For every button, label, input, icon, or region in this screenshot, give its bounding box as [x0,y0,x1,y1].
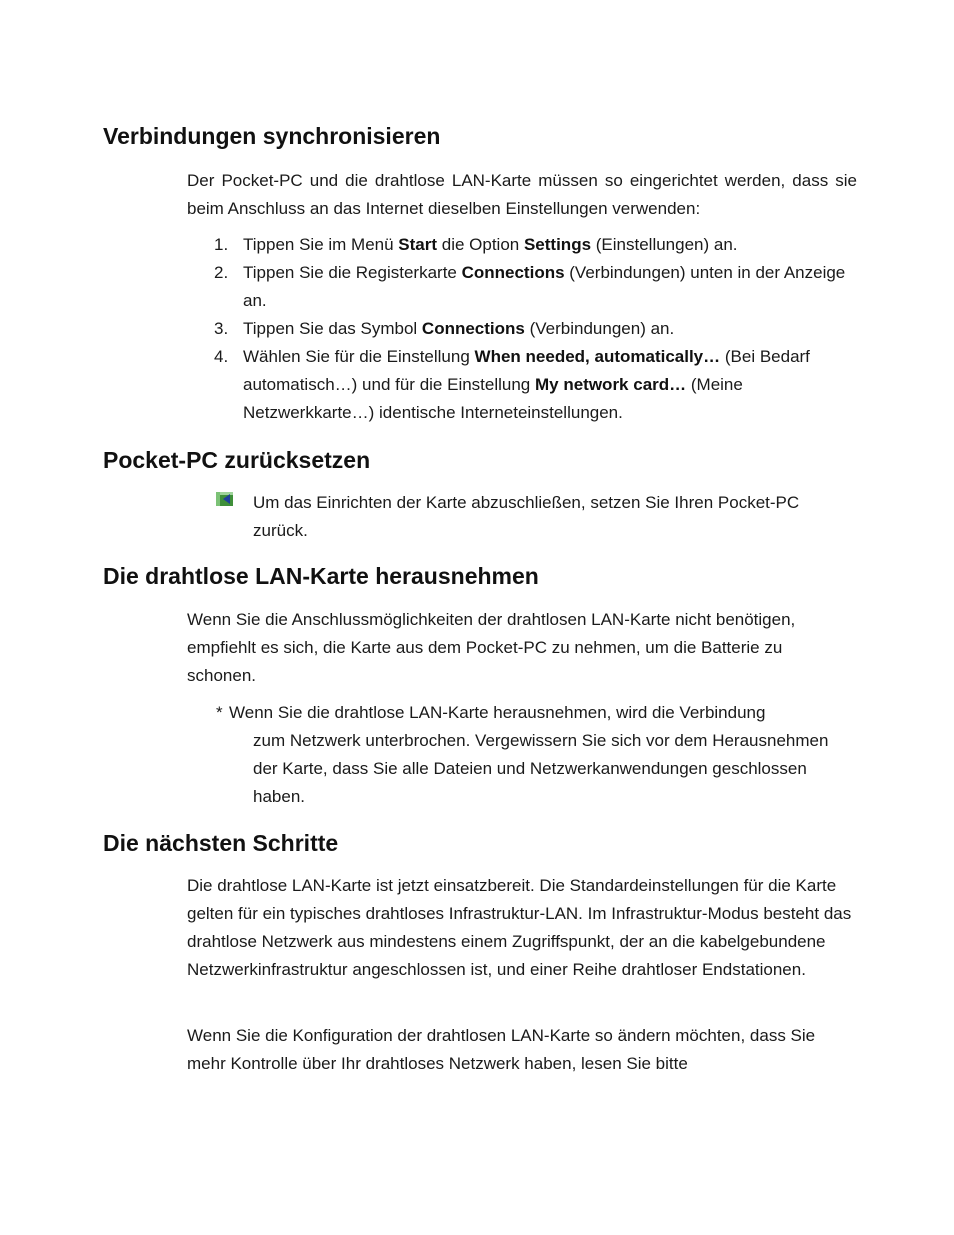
step-item: 1. Tippen Sie im Menü Start die Option Settings (Einstellungen) an. [187,231,857,259]
section-title-naechste-schritte: Die nächsten Schritte [103,830,339,856]
bullet-text: Um das Einrichten der Karte abzuschließen, setzen Sie Ihren Pocket-PC zurück. [253,493,800,540]
ui-term-settings: Settings [523,235,592,254]
step-number: 2. [214,263,229,282]
note-continuation: zum Netzwerk unterbrochen. Vergewissern Sie sich vor dem Herausnehmen der Karte, dass Sie alle Dateien und Netzwerkanwendungen geschlossen haben. [253,731,829,806]
step-item: 2. Tippen Sie die Registerkarte Connections (Verbindungen) unten in der Anzeige an. [187,259,857,315]
note-marker: * [216,703,223,722]
green-square-bullet-icon [216,492,233,506]
ui-term-connections: Connections [421,319,525,338]
step-item: 4. Wählen Sie für die Einstellung When needed, automatically… (Bei Bedarf automatisch…) und für die Einstellung My network card… (Meine Netzwerkkarte…) identische Interneteinstellungen. [187,343,857,427]
ui-term-when-needed: When needed, automatically… [474,347,721,366]
step-number: 1. [214,235,229,254]
step-number: 3. [214,319,229,338]
note-first-line: Wenn Sie die drahtlose LAN-Karte herausnehmen, wird die Verbindung [229,703,766,722]
ui-term-connections: Connections [461,263,565,282]
steps-list [187,231,857,427]
section-intro-herausnehmen: Wenn Sie die Anschlussmöglichkeiten der drahtlosen LAN-Karte nicht benötigen, empfiehlt es sich, die Karte aus dem Pocket-PC zu nehmen, um die Batterie zu schonen. [187,610,796,685]
step-number: 4. [214,347,229,366]
paragraph-naechste-schritte-2: Wenn Sie die Konfiguration der drahtlosen LAN-Karte so ändern möchten, dass Sie mehr Kontrolle über Ihr drahtloses Netzwerk haben, lesen Sie bitte [187,1026,816,1073]
section-title-verbindungen: Verbindungen synchronisieren [103,123,441,149]
paragraph-naechste-schritte-1: Die drahtlose LAN-Karte ist jetzt einsatzbereit. Die Standardeinstellungen für die Karte gelten für ein typisches drahtloses Infrastruktur-LAN. Im Infrastruktur-Modus besteht das drahtlose Netzwerk aus mindestens einem Zugriffspunkt, der an die kabelgebundene Netzwerkinfrastruktur angeschlossen ist, und einer Reihe drahtloser Endstationen. [187,876,852,979]
section-title-herausnehmen: Die drahtlose LAN-Karte herausnehmen [103,563,539,589]
step-item: 3. Tippen Sie das Symbol Connections (Verbindungen) an. [187,315,857,343]
section-intro-verbindungen: Der Pocket-PC und die drahtlose LAN-Karte müssen so eingerichtet werden, dass sie beim Anschluss an das Internet dieselben Einstellungen verwenden: [187,171,857,218]
ui-term-start: Start [398,235,438,254]
ui-term-my-network-card: My network card… [535,375,687,394]
section-title-pocket-pc: Pocket-PC zurücksetzen [103,447,371,473]
